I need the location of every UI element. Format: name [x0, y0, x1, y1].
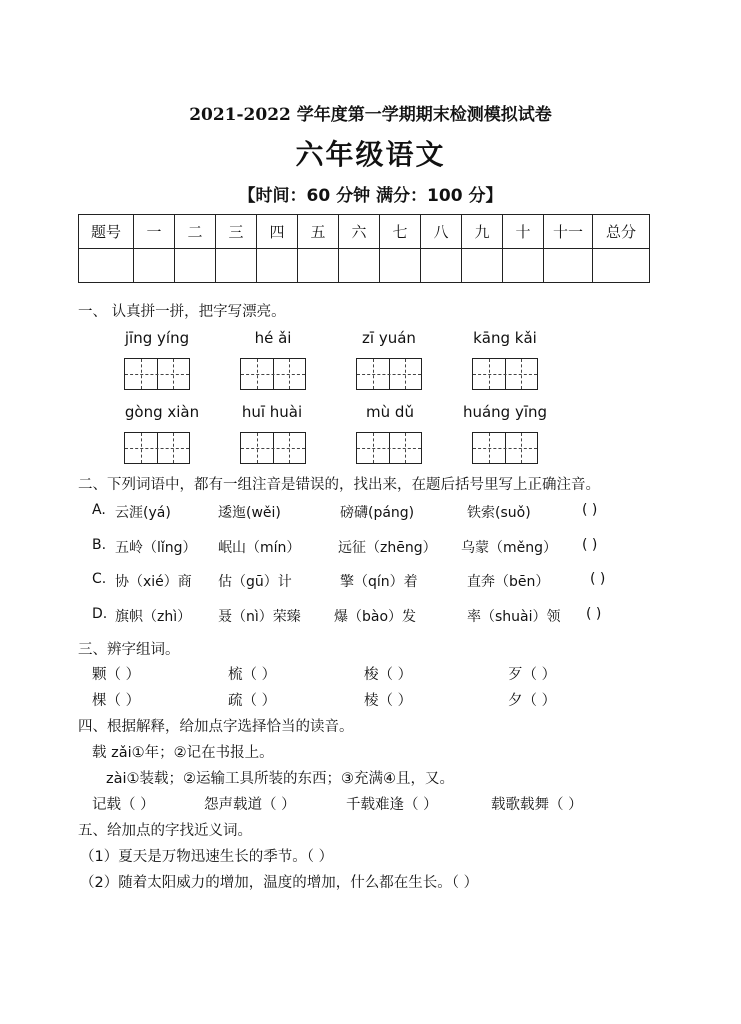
option-item: 直奔（bēn） [467, 574, 550, 590]
option-item: 旗帜（zhì） [115, 609, 192, 625]
option-item: 乌蒙（měng） [461, 540, 558, 556]
score-header-cell: 五 [298, 215, 339, 249]
option-item: 远征（zhēng） [338, 540, 437, 556]
exam-title: 六年级语文 [295, 138, 446, 171]
pinyin-label: huáng yīng [462, 403, 548, 421]
tianzige-writing-box[interactable] [356, 358, 422, 390]
tianzige-writing-box[interactable] [240, 432, 306, 464]
reading-choice-item[interactable]: 怨声载道（ ） [204, 797, 296, 813]
answer-blank[interactable]: ( ) [590, 571, 606, 587]
section1-heading: 一、 认真拼一拼，把字写漂亮。 [78, 304, 286, 320]
score-cell[interactable] [503, 249, 544, 283]
pinyin-label: huī huài [241, 403, 303, 421]
synonym-question-2[interactable]: （2）随着太阳威力的增加，温度的增加，什么都在生长。（ ） [80, 875, 479, 891]
option-item: 协（xié）商 [115, 574, 192, 590]
tianzige-writing-box[interactable] [240, 358, 306, 390]
tianzige-writing-box[interactable] [124, 358, 190, 390]
char-compare-item[interactable]: 颗（ ） [92, 667, 141, 683]
option-label: C. [92, 571, 107, 587]
pinyin-label: zī yuán [362, 329, 416, 347]
section2-heading: 二、下列词语中，都有一组注音是错误的，找出来，在题后括号里写上正确注音。 [78, 477, 600, 493]
answer-blank[interactable]: ( ) [582, 502, 598, 518]
score-cell[interactable] [216, 249, 257, 283]
char-compare-item[interactable]: 疏（ ） [228, 693, 277, 709]
score-header-cell: 一 [134, 215, 175, 249]
option-label: D. [92, 606, 108, 622]
score-cell[interactable] [298, 249, 339, 283]
section4-heading: 四、根据解释，给加点字选择恰当的读音。 [78, 719, 354, 735]
char-compare-item[interactable]: 歹（ ） [508, 667, 557, 683]
option-label: A. [92, 502, 106, 518]
char-compare-item[interactable]: 棱（ ） [364, 693, 413, 709]
option-item: 率（shuài）领 [467, 609, 561, 625]
reading-choice-item[interactable]: 记载（ ） [92, 797, 155, 813]
score-header-cell: 题号 [79, 215, 134, 249]
score-cell[interactable] [339, 249, 380, 283]
score-table [78, 214, 650, 283]
score-header-cell: 八 [421, 215, 462, 249]
score-header-cell: 三 [216, 215, 257, 249]
pinyin-label: hé ǎi [254, 329, 292, 347]
synonym-question-1[interactable]: （1）夏天是万物迅速生长的季节。（ ） [80, 849, 334, 865]
score-header-cell: 四 [257, 215, 298, 249]
option-item: 岷山（mín） [218, 540, 301, 556]
option-item: 铁索(suǒ) [467, 505, 531, 521]
reading-choice-item[interactable]: 载歌载舞（ ） [491, 797, 583, 813]
char-compare-item[interactable]: 梭（ ） [364, 667, 413, 683]
char-compare-item[interactable]: 梳（ ） [228, 667, 277, 683]
tianzige-writing-box[interactable] [124, 432, 190, 464]
score-cell[interactable] [421, 249, 462, 283]
tianzige-writing-box[interactable] [472, 432, 538, 464]
exam-subtitle: 2021-2022 学年度第一学期期末检测模拟试卷 [189, 105, 552, 125]
section5-heading: 五、给加点的字找近义词。 [78, 823, 252, 839]
option-item: 爆（bào）发 [334, 609, 417, 625]
option-item: 擎（qín）着 [340, 574, 418, 590]
score-header-cell: 七 [380, 215, 421, 249]
char-compare-item[interactable]: 夕（ ） [508, 693, 557, 709]
score-header-cell: 总分 [593, 215, 650, 249]
pinyin-label: gòng xiàn [124, 403, 200, 421]
exam-time-info: 【时间：60 分钟 满分：100 分】 [238, 186, 503, 206]
score-cell[interactable] [79, 249, 134, 283]
pinyin-label: jīng yíng [124, 329, 190, 347]
score-cell[interactable] [380, 249, 421, 283]
score-header-cell: 二 [175, 215, 216, 249]
option-label: B. [92, 537, 107, 553]
option-item: 五岭（lǐng） [115, 540, 197, 556]
option-item: 逶迤(wěi) [218, 505, 281, 521]
answer-blank[interactable]: ( ) [586, 606, 602, 622]
answer-blank[interactable]: ( ) [582, 537, 598, 553]
reading-definition-2: zài①装载；②运输工具所装的东西；③充满④且，又。 [106, 771, 455, 787]
score-header-cell: 十一 [544, 215, 593, 249]
score-cell[interactable] [593, 249, 650, 283]
score-cell[interactable] [134, 249, 175, 283]
score-cell[interactable] [462, 249, 503, 283]
score-table-header-row [79, 215, 650, 249]
score-header-cell: 六 [339, 215, 380, 249]
reading-definition-1: 载 zǎi①年；②记在书报上。 [92, 745, 274, 761]
score-cell[interactable] [175, 249, 216, 283]
score-table-value-row [79, 249, 650, 283]
section3-heading: 三、辨字组词。 [78, 642, 180, 658]
option-item: 聂（nì）荣臻 [218, 609, 301, 625]
pinyin-label: kāng kǎi [473, 329, 537, 347]
option-item: 云涯(yá) [115, 505, 171, 521]
reading-choice-item[interactable]: 千载难逢（ ） [346, 797, 438, 813]
option-item: 估（gū）计 [218, 574, 292, 590]
tianzige-writing-box[interactable] [472, 358, 538, 390]
option-item: 磅礴(páng) [340, 505, 415, 521]
score-header-cell: 十 [503, 215, 544, 249]
score-cell[interactable] [544, 249, 593, 283]
pinyin-label: mù dǔ [366, 403, 414, 421]
score-cell[interactable] [257, 249, 298, 283]
tianzige-writing-box[interactable] [356, 432, 422, 464]
score-header-cell: 九 [462, 215, 503, 249]
char-compare-item[interactable]: 棵（ ） [92, 693, 141, 709]
